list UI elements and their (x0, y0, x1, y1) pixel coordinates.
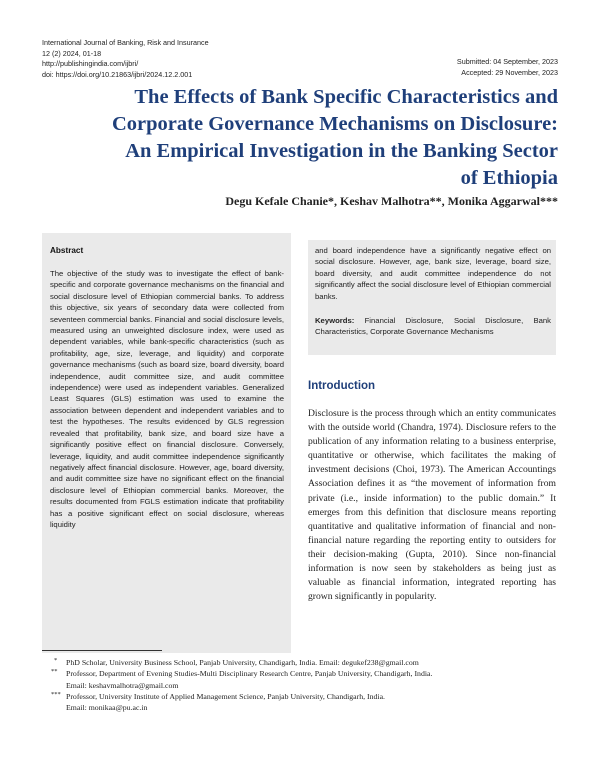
abstract-heading: Abstract (50, 246, 84, 255)
footnote-mark: ** (51, 668, 58, 676)
journal-issue: 12 (2) 2024, 01-18 (42, 48, 102, 58)
footnote-email: Email: monikaa@pu.ac.in (66, 703, 148, 713)
introduction-body: Disclosure is the process through which an entity communicates with the outside world (Chandra, 1974). Disclosure refers to the publication of any information relating to a business enterprise, quantitative or otherwise, which facilitates the making of investment decisions (Choi, 1973). The American Accountings Association defines it as “the movement of information from private (i.e., inside information) to the public domain.” It emerges from this definition that disclosure means reporting quantitative and qualitative information of financial and non-financial nature regarding the reporting entity to outsiders for their decision-making (Gupta, 2010). Since non-financial information is now seen by stakeholders as being just as valuable as financial information, integrated reporting has grown significantly in popularity. (308, 408, 556, 603)
accepted-date: Accepted: 29 November, 2023 (461, 67, 558, 77)
footnote-1 (42, 657, 562, 668)
submitted-date: Submitted: 04 September, 2023 (456, 57, 558, 66)
author-list: Degu Kefale Chanie*, Keshav Malhotra**, Monika Aggarwal*** (225, 194, 558, 208)
footnote-divider (42, 650, 162, 651)
footnote-mark: * (54, 657, 58, 664)
footnote-text: Professor, University Institute of Applied Management Science, Panjab University, Chandigarh, India. (66, 691, 386, 701)
keywords (315, 315, 551, 338)
footnotes (42, 657, 562, 713)
footnote-text: PhD Scholar, University Business School, Panjab University, Chandigarh, India. Email: degukef238@gmail.com (66, 658, 419, 667)
footnote-email: Email: keshavmalhotra@gmail.com (66, 680, 179, 690)
journal-name: International Journal of Banking, Risk and Insurance (42, 38, 209, 47)
title-line-4: of Ethiopia (460, 167, 558, 189)
journal-header (42, 38, 209, 80)
keywords-text: Financial Disclosure, Social Disclosure, Bank Characteristics, Corporate Governance Mechanisms (315, 316, 552, 337)
footnote-3 (42, 691, 562, 714)
abstract-body: The objective of the study was to investigate the effect of bank-specific and corporate governance mechanisms on the financial and social disclosure level of Ethiopian commercial banks. To address this objective, six years of secondary data were collected from seventeen commercial banks. Financial and social disclosure levels, measured using an unweighted disclosure index, were used as dependent variables, while bank-specific characteristics (such as profitability, age, size, leverage, and liquidity) and corporate governance mechanisms (such as board size, board diversity, board independence, audit committee size, and audit committee independence) were used as independent variables. Generalized Least Squares (GLS) estimation was used to examine the association between dependent and independent variables and to test the hypotheses. The results evidenced by GLS regression revealed that profitability, bank size, and board size have a significantly positive effect on financial disclosure. Conversely, leverage, liquidity, and audit committee independence significantly negatively affect financial disclosure. However, age, board diversity, and audit committee size have no significant effect on the financial disclosure level of Ethiopian commercial banks. Moreover, the results documented from FGLS estimation indicate that profitability has a positive significant effect on social disclosure, whereas liquidity (50, 269, 284, 529)
footnote-text: Professor, Department of Evening Studies-Multi Disciplinary Research Centre, Panjab University, Chandigarh, India. (66, 669, 433, 679)
title-line-2: Corporate Governance Mechanisms on Disclosure: (111, 113, 558, 135)
title-line-3: An Empirical Investigation in the Banking Sector (125, 140, 558, 162)
footnote-2 (42, 668, 562, 691)
submission-dates (457, 57, 558, 78)
introduction-heading: Introduction (308, 380, 376, 392)
footnote-mark: *** (51, 690, 61, 698)
title-line-1: The Effects of Bank Specific Characteristics and (134, 86, 558, 108)
journal-doi[interactable]: doi: https://doi.org/10.21863/ijbri/2024.12.2.001 (42, 69, 193, 79)
paper-title (40, 84, 558, 192)
journal-url[interactable]: http://publishingindia.com/ijbri/ (42, 59, 139, 68)
keywords-label: Keywords: (315, 316, 355, 325)
abstract-continuation: and board independence have a significantly negative effect on social disclosure. However, age, bank size, leverage, board size, board diversity, and audit committee independence do not significantly affect the social disclosure level of Ethiopian commercial banks. (315, 246, 551, 301)
